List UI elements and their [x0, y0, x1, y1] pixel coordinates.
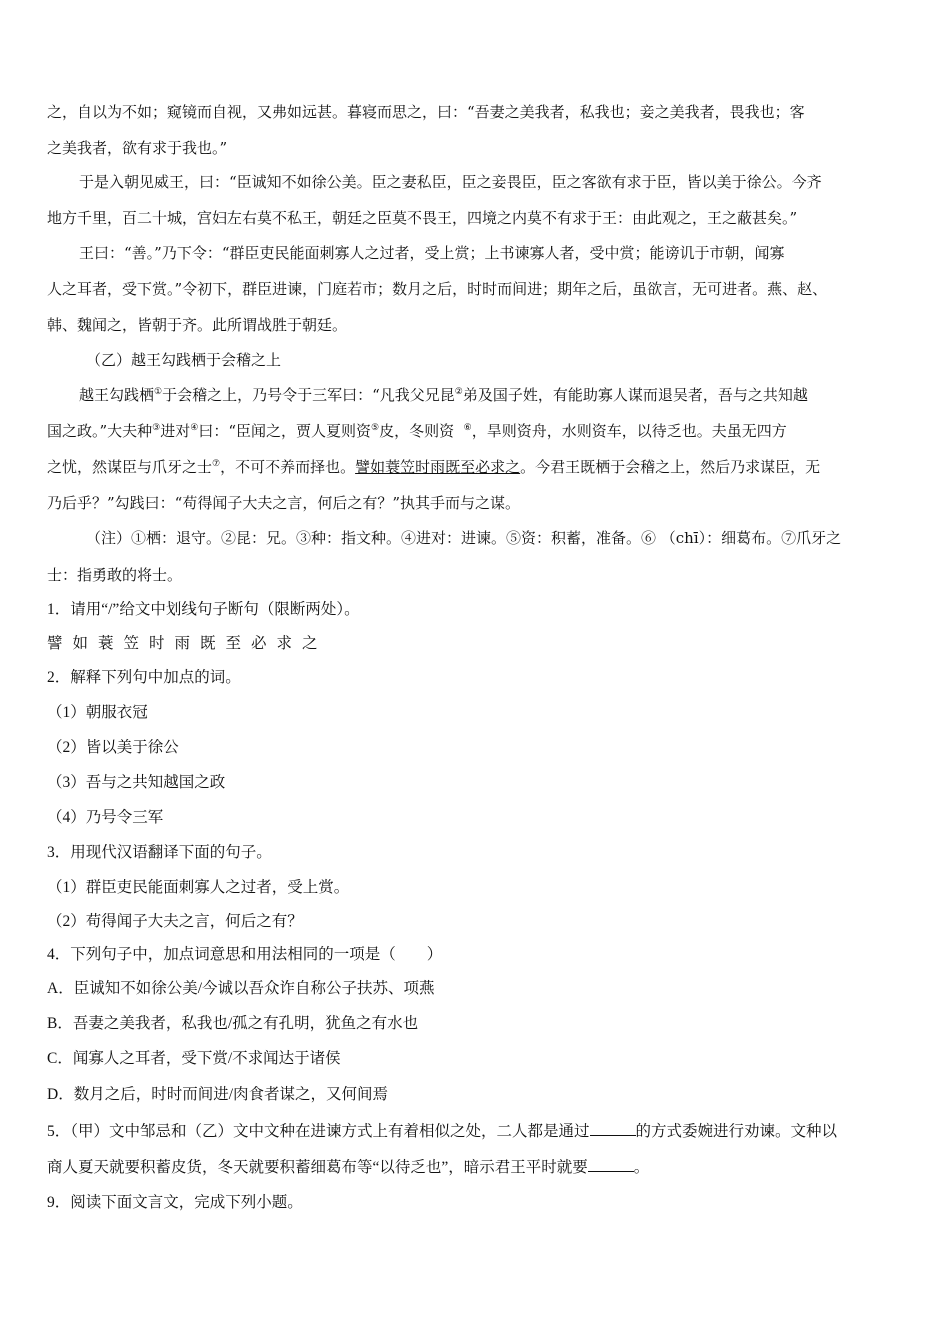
- underlined-sentence: 譬如蓑笠时雨既至必求之: [355, 458, 521, 476]
- note-marker-2: ②: [454, 387, 463, 397]
- passage-b-line-4: 乃后乎？”勾践曰：“苟得闻子大夫之言，何后之有？”执其手而与之谋。: [47, 494, 521, 512]
- passage-a-line-5: 王曰：“善。”乃下令：“群臣吏民能面刺寡人之过者，受上赏；上书谏寡人者，受中赏；能谤讥于市朝，闻寡: [79, 244, 785, 262]
- passage-b-line-2: 国之政。”大夫种③进对④曰：“臣闻之，贾人夏则资⑤皮，冬则资 ⑥，旱则资舟，水则资车，以待乏也。夫虽无四方: [47, 422, 787, 440]
- passage-b-heading: （乙）越王勾践栖于会稽之上: [86, 351, 282, 369]
- passage-a-line-4: 地方千里，百二十城，宫妇左右莫不私王，朝廷之臣莫不畏王，四境之内莫不有求于王：由此观之，王之蔽甚矣。”: [47, 209, 798, 227]
- question-5-line-1: 5．（甲）文中邹忌和（乙）文中文种在进谏方式上有着相似之处，二人都是通过 的方式委婉进行劝谏。文种以: [47, 1123, 838, 1140]
- question-2: 2．解释下列句中加点的词。: [47, 669, 241, 686]
- passage-a-line-6: 人之耳者，受下赏。”令初下，群臣进谏，门庭若市；数月之后，时时而间进；期年之后，虽欲言，无可进者。燕、赵、: [47, 280, 828, 298]
- notes-line-2: 士：指勇敢的将士。: [47, 566, 183, 584]
- passage-a-line-2: 之美我者，欲有求于我也。”: [47, 139, 228, 157]
- question-3: 3．用现代汉语翻译下面的句子。: [47, 844, 272, 861]
- passage-b-line-3: 之忧，然谋臣与爪牙之士⑦，不可不养而择也。譬如蓑笠时雨既至必求之。今君王既栖于会稽之上，然后乃求谋臣，无: [47, 458, 821, 476]
- passage-a-line-7: 韩、魏闻之，皆朝于齐。此所谓战胜于朝廷。: [47, 316, 348, 334]
- question-2-item-3: （3）吾与之共知越国之政: [47, 774, 226, 791]
- note-marker-6: ⑥: [463, 423, 472, 433]
- passage-a-line-3: 于是入朝见威王，曰：“臣诚知不如徐公美。臣之妻私臣，臣之妾畏臣，臣之客欲有求于臣，皆以美于徐公。今齐: [79, 173, 822, 191]
- question-2-item-4: （4）乃号令三军: [47, 809, 164, 826]
- question-2-item-1: （1）朝服衣冠: [47, 704, 148, 721]
- notes-line-1: （注）①栖：退守。②昆：兄。③种：指文种。④进对：进谏。⑤资：积蓄，准备。⑥ （chī）：细葛布。⑦爪牙之: [86, 529, 842, 547]
- question-4: 4．下列句子中，加点词意思和用法相同的一项是（ ）: [47, 946, 443, 963]
- question-4-option-a: A．臣诚知不如徐公美/今诚以吾众诈自称公子扶苏、项燕: [47, 980, 435, 997]
- question-4-option-d: D．数月之后，时时而间进/肉食者谋之，又何间焉: [47, 1086, 389, 1103]
- question-4-option-b: B．吾妻之美我者，私我也/孤之有孔明，犹鱼之有水也: [47, 1015, 419, 1032]
- question-3-item-1: （1）群臣吏民能面刺寡人之过者，受上赏。: [47, 879, 350, 896]
- passage-a-line-1: 之，自以为不如；窥镜而自视，又弗如远甚。暮寝而思之，曰：“吾妻之美我者，私我也；妾之美我者，畏我也；客: [47, 103, 805, 121]
- question-1-sentence: 譬如蓑笠时雨既至必求之: [47, 635, 328, 652]
- note-marker-1: ①: [154, 387, 163, 397]
- passage-b-line-1: 越王勾践栖①于会稽之上，乃号令于三军曰：“凡我父兄昆②弟及国子姓，有能助寡人谋而退吴者，吾与之共知越: [79, 386, 808, 404]
- question-4-option-c: C．闻寡人之耳者，受下赏/不求闻达于诸侯: [47, 1050, 341, 1067]
- question-3-item-2: （2）苟得闻子大夫之言，何后之有？: [47, 913, 303, 930]
- note-marker-7: ⑦: [212, 459, 221, 469]
- question-1: 1．请用“/”给文中划线句子断句（限断两处）。: [47, 601, 360, 618]
- question-5-line-2: 商人夏天就要积蓄皮货，冬天就要积蓄细葛布等“以待乏也”，暗示君王平时就要 。: [47, 1159, 650, 1176]
- note-marker-4: ④: [190, 423, 199, 433]
- note-marker-5: ⑤: [371, 423, 380, 433]
- answer-blank-1[interactable]: [590, 1121, 636, 1136]
- note-marker-3: ③: [152, 423, 161, 433]
- question-2-item-2: （2）皆以美于徐公: [47, 739, 179, 756]
- question-9: 9．阅读下面文言文，完成下列小题。: [47, 1194, 303, 1211]
- answer-blank-2[interactable]: [588, 1157, 634, 1172]
